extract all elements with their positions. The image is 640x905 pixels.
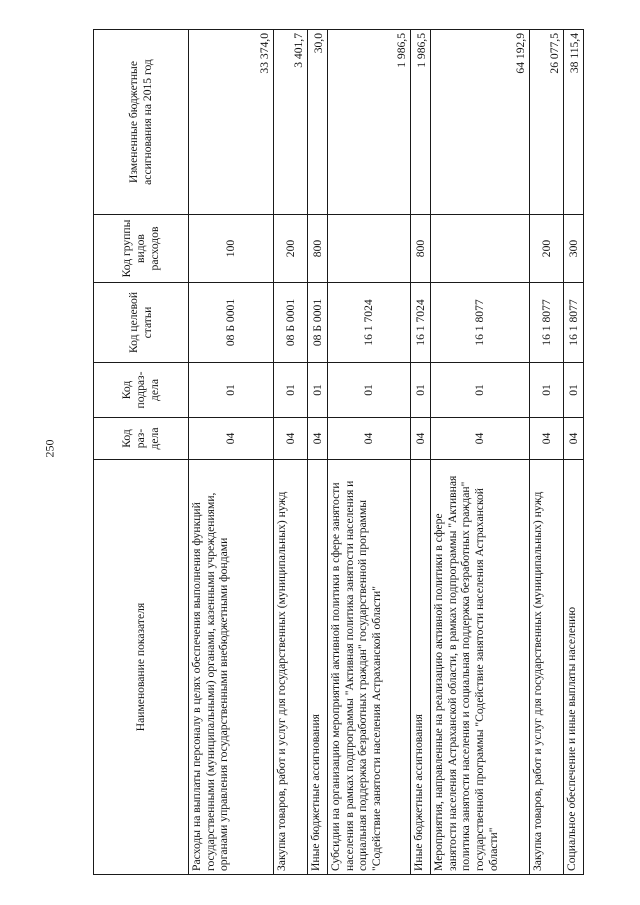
cell-subsection: 01 — [411, 363, 431, 418]
cell-section: 04 — [189, 418, 274, 460]
cell-subsection: 01 — [189, 363, 274, 418]
cell-target: 08 Б 0001 — [274, 283, 308, 363]
table-row — [274, 30, 308, 875]
cell-name: Иные бюджетные ассигнования — [308, 460, 328, 875]
cell-group: 100 — [189, 215, 274, 283]
cell-target: 08 Б 0001 — [308, 283, 328, 363]
cell-section: 04 — [564, 418, 584, 460]
cell-section: 04 — [328, 418, 411, 460]
cell-name: Расходы на выплаты персоналу в целях обеспечения выполнения функций государственными (муниципальными) органами, казенными учреждениями, органами управления государственными внебюджетными фондами — [189, 460, 274, 875]
cell-group: 200 — [274, 215, 308, 283]
cell-amount: 38 115,4 — [564, 30, 584, 215]
header-subsection: Код подраз-дела — [94, 363, 189, 418]
header-section: Код раз-дела — [94, 418, 189, 460]
cell-section: 04 — [530, 418, 564, 460]
cell-group: 200 — [530, 215, 564, 283]
budget-table-container — [93, 30, 582, 875]
table-row — [530, 30, 564, 875]
cell-group: 800 — [411, 215, 431, 283]
cell-target: 16 1 8077 — [431, 283, 530, 363]
cell-section: 04 — [274, 418, 308, 460]
header-target: Код целевой статьи — [94, 283, 189, 363]
cell-name: Иные бюджетные ассигнования — [411, 460, 431, 875]
cell-amount: 3 401,7 — [274, 30, 308, 215]
header-name: Наименование показателя — [94, 460, 189, 875]
cell-subsection: 01 — [328, 363, 411, 418]
cell-name: Закупка товаров, работ и услуг для государственных (муниципальных) нужд — [274, 460, 308, 875]
cell-amount: 64 192,9 — [431, 30, 530, 215]
cell-subsection: 01 — [431, 363, 530, 418]
budget-table — [93, 29, 584, 875]
header-amount: Измененные бюджетные ассигнования на 2015 год — [94, 30, 189, 215]
cell-target: 08 Б 0001 — [189, 283, 274, 363]
cell-name: Закупка товаров, работ и услуг для государственных (муниципальных) нужд — [530, 460, 564, 875]
table-header-row — [94, 30, 189, 875]
cell-group — [328, 215, 411, 283]
cell-section: 04 — [308, 418, 328, 460]
cell-name: Субсидии на организацию мероприятий активной политики в сфере занятости населения в рамках подпрограммы "Активная политика занятости населения и социальная поддержка безработных граждан" государственной программы "Содействие занятости населения Астраханской области" — [328, 460, 411, 875]
cell-subsection: 01 — [564, 363, 584, 418]
cell-amount: 33 374,0 — [189, 30, 274, 215]
cell-group: 800 — [308, 215, 328, 283]
table-row — [431, 30, 530, 875]
cell-amount: 1 986,5 — [411, 30, 431, 215]
table-row — [189, 30, 274, 875]
cell-name: Мероприятия, направленные на реализацию активной политики в сфере занятости населения Астраханской области, в рамках подпрограммы "Активная политика занятости населения и социальная поддержка безработных граждан" государственной программы "Содействие занятости населения Астраханской области" — [431, 460, 530, 875]
cell-amount: 26 077,5 — [530, 30, 564, 215]
cell-section: 04 — [431, 418, 530, 460]
table-row — [328, 30, 411, 875]
cell-subsection: 01 — [530, 363, 564, 418]
cell-subsection: 01 — [274, 363, 308, 418]
header-group: Код группы видов расходов — [94, 215, 189, 283]
table-row — [308, 30, 328, 875]
cell-group: 300 — [564, 215, 584, 283]
table-row — [564, 30, 584, 875]
page-number: 250 — [42, 439, 57, 458]
table-row — [411, 30, 431, 875]
cell-name: Социальное обеспечение и иные выплаты населению — [564, 460, 584, 875]
cell-target: 16 1 7024 — [411, 283, 431, 363]
cell-section: 04 — [411, 418, 431, 460]
cell-target: 16 1 8077 — [564, 283, 584, 363]
cell-amount: 1 986,5 — [328, 30, 411, 215]
cell-group — [431, 215, 530, 283]
cell-target: 16 1 7024 — [328, 283, 411, 363]
cell-subsection: 01 — [308, 363, 328, 418]
cell-target: 16 1 8077 — [530, 283, 564, 363]
cell-amount: 30,0 — [308, 30, 328, 215]
